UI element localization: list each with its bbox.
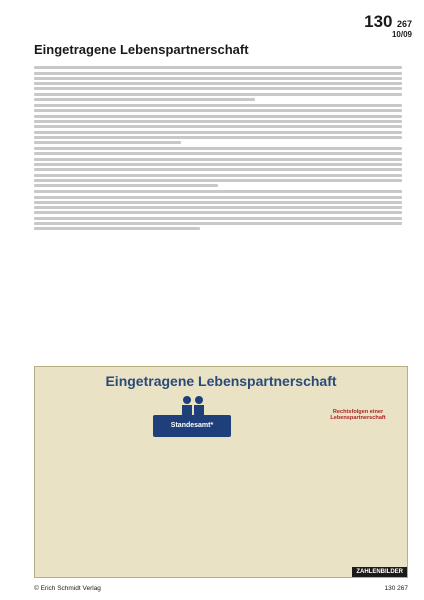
couple-icon — [175, 395, 211, 415]
brand-label: ZAHLENBILDER — [352, 567, 407, 577]
page-number: 130 267 10/09 — [364, 12, 412, 39]
page-title: Eingetragene Lebenspartnerschaft — [34, 42, 249, 57]
infographic — [34, 366, 408, 578]
legal-consequences-heading: Rechtsfolgen einer Lebenspartnerschaft — [330, 409, 386, 422]
body-text — [34, 64, 402, 360]
registry-office-box: Standesamt* — [153, 415, 231, 437]
page-code: 130 267 — [384, 585, 408, 592]
infographic-title: Eingetragene Lebenspartnerschaft — [105, 373, 337, 389]
legal-consequences-column — [313, 409, 403, 557]
publisher: © Erich Schmidt Verlag — [34, 585, 101, 592]
